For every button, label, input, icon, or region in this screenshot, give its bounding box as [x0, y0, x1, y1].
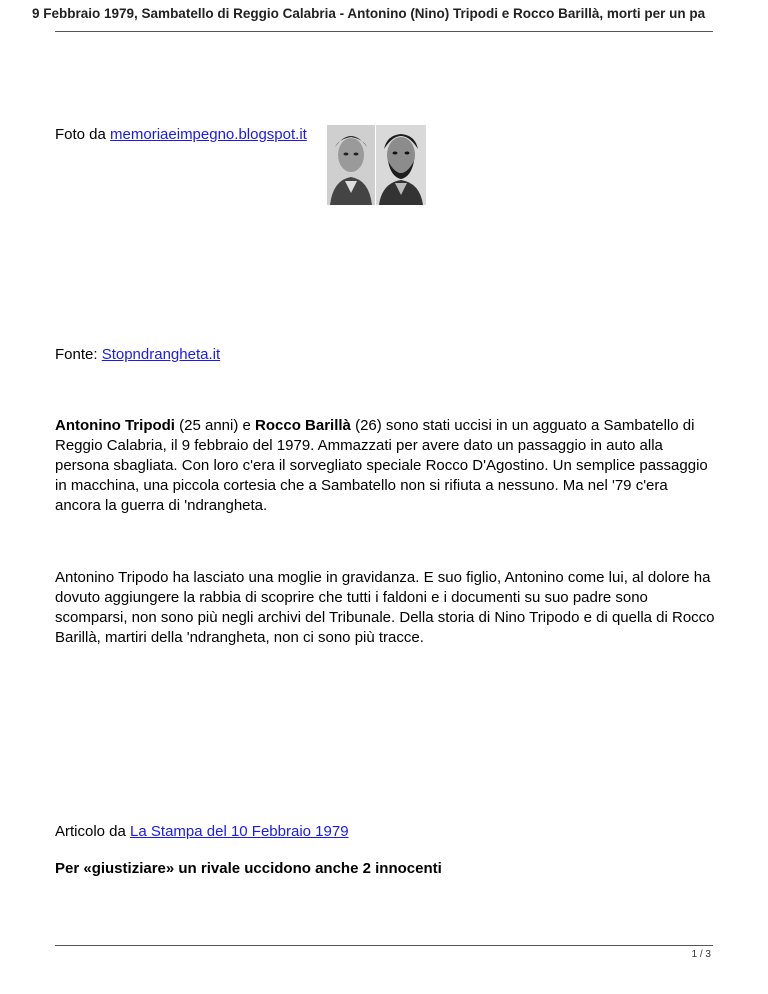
paragraph-victims: [55, 416, 715, 516]
article-headline: Per «giustiziare» un rivale uccidono anche 2 innocenti: [55, 860, 442, 877]
source-link[interactable]: Stopndrangheta.it: [101, 346, 221, 363]
victims-photo: [327, 125, 426, 205]
paragraph-text-2: (26) sono stati uccisi in un agguato a Sambatello di Reggio Calabria, il 9 febbraio del 1979. Ammazzati per avere dato un passaggio in auto alla persona sbagliata. Con loro c'era il sorvegliato speciale Rocco D'Agostino. Un semplice passaggio in macchina, una piccola cortesia che a Sambatello non si rifiuta a nessuno. Ma nel '79 c'era ancora la guerra di 'ndrangheta.: [55, 417, 708, 514]
page-header-title: 9 Febbraio 1979, Sambatello di Reggio Calabria - Antonino (Nino) Tripodi e Rocco Barillà, morti per un pa: [32, 6, 706, 21]
source-prefix: Fonte:: [55, 346, 102, 363]
footer-divider: [55, 945, 713, 946]
paragraph-text-1: (25 anni) e: [174, 417, 256, 434]
photo-source-link[interactable]: memoriaeimpegno.blogspot.it: [110, 126, 307, 143]
paragraph-aftermath: Antonino Tripodo ha lasciato una moglie in gravidanza. E suo figlio, Antonino come lui, al dolore ha dovuto aggiungere la rabbia di scoprire che tutti i faldoni e i documenti su suo padre sono scomparsi, non sono più negli archivi del Tribunale. Della storia di Nino Tripodo e di quella di Rocco Barillà, martiri della 'ndrangheta, non ci sono più tracce.: [55, 569, 715, 646]
article-prefix: Articolo da: [55, 823, 131, 840]
victims-photo-image: [327, 125, 426, 205]
header-divider: [55, 31, 713, 32]
article-credit: [55, 822, 715, 842]
source-credit: [55, 345, 715, 365]
page-number: 1 / 3: [691, 949, 711, 960]
victim-name-1: Antonino Tripodi: [55, 417, 175, 434]
victim-name-2: Rocco Barillà: [255, 417, 351, 434]
article-link[interactable]: La Stampa del 10 Febbraio 1979: [130, 823, 349, 840]
photo-credit-prefix: Foto da: [55, 126, 111, 143]
